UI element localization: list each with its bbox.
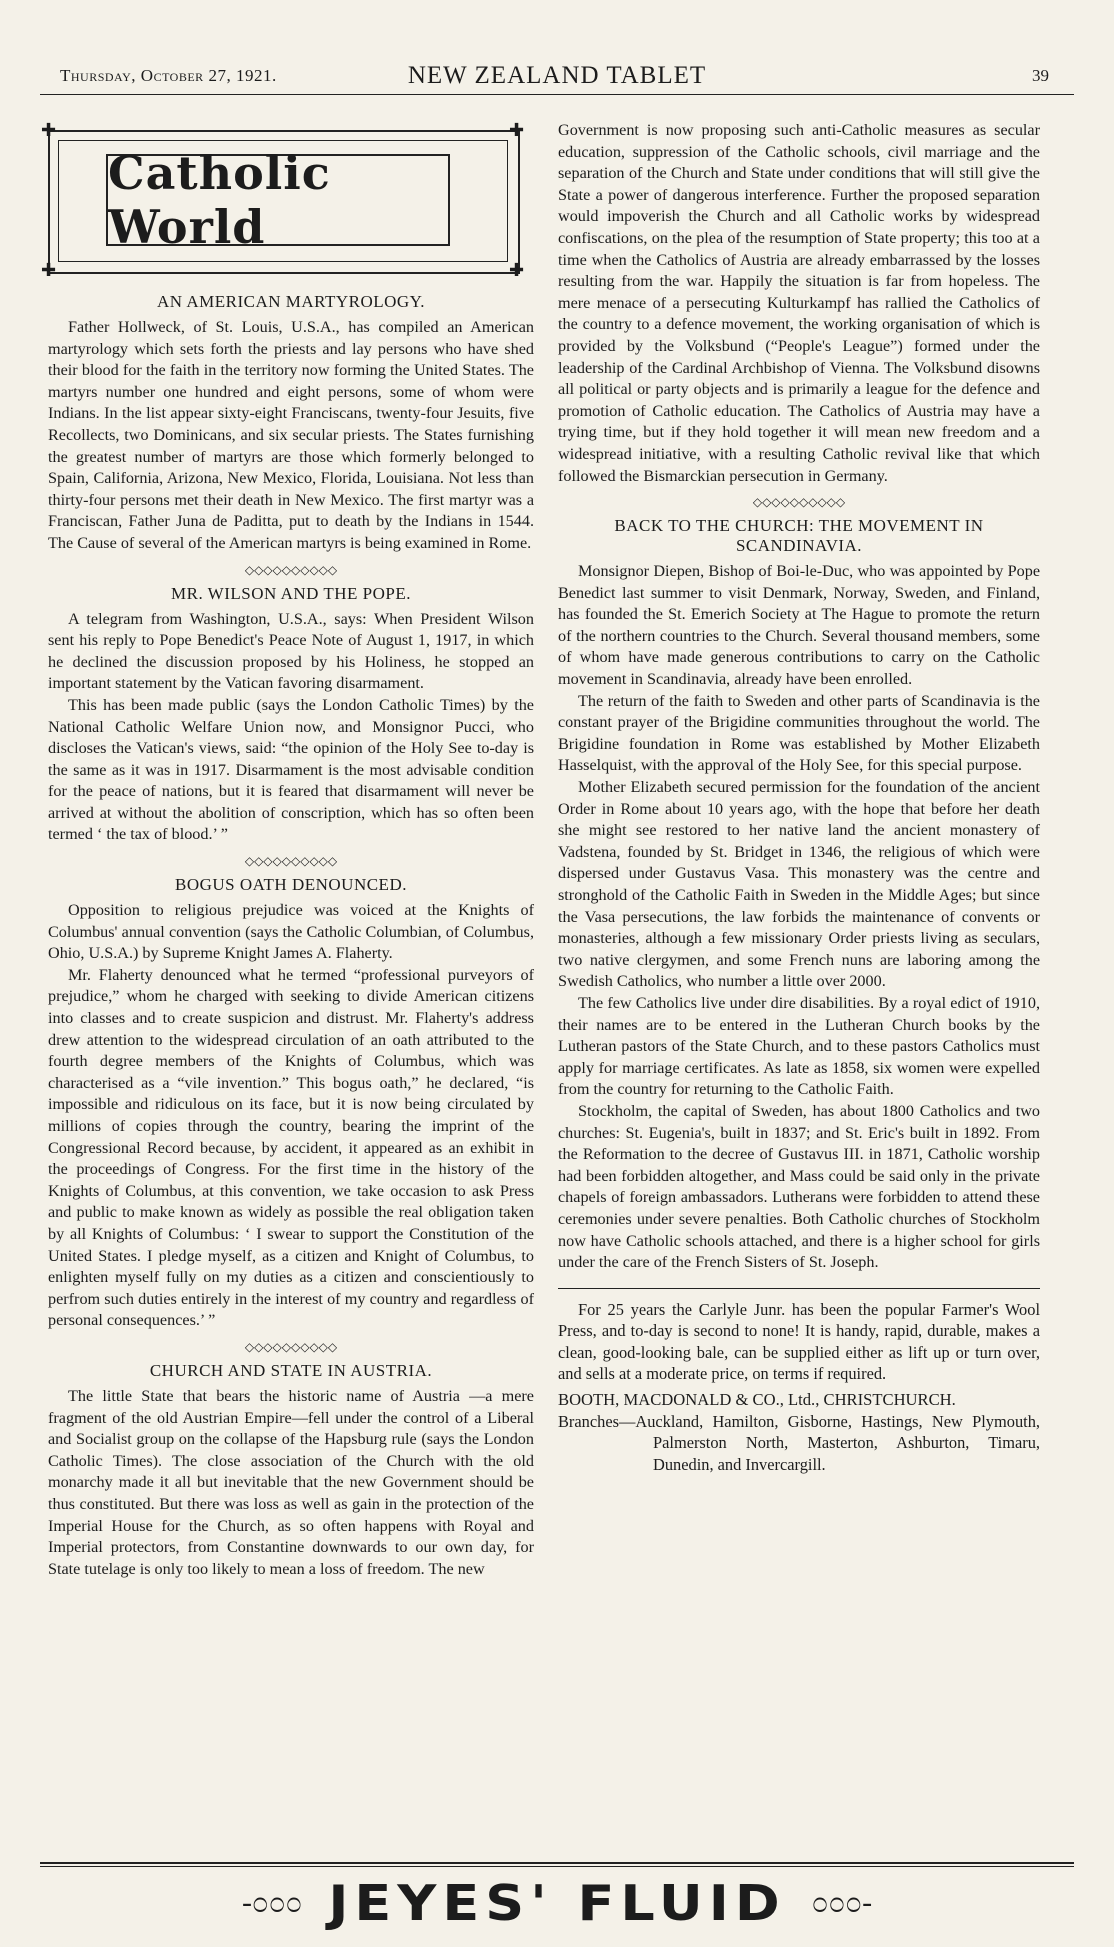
corner-cross-icon: ✚ <box>509 120 525 140</box>
article-heading: BACK TO THE CHURCH: THE MOVEMENT IN SCANDINAVIA. <box>614 516 984 556</box>
article-paragraph: Opposition to religious prejudice was voiced at the Knights of Columbus' annual convention (says the Catholic Columbian, of Columbus, Ohio, U.S.A.) by Supreme Knight James A. Flaherty. <box>48 901 534 963</box>
article-paragraph: Monsignor Diepen, Bishop of Boi-le-Duc, who was appointed by Pope Benedict last summer to visit Denmark, Norway, Sweden, and Finland, has founded the St. Emerich Society at The Hague to promote the return of the northern countries to the Church. Several thousand members, some of whom have made generous contributions to carry on the Catholic movement in Scandinavia, already have been enrolled. <box>558 562 1040 689</box>
banner-title-box <box>106 146 450 254</box>
article-paragraph: The return of the faith to Sweden and other parts of Scandinavia is the constant prayer of the Brigidine communities throughout the world. The Brigidine foundation in Rome was established by Mother Elizabeth Hasselquist, with the approval of the Holy See, for this special purpose. <box>558 691 1040 775</box>
masthead <box>40 62 1074 88</box>
corner-cross-icon: ✚ <box>41 120 57 140</box>
ad-branches: Branches—Auckland, Hamilton, Gisborne, Hastings, New Plymouth, Palmerston North, Masterton, Ashburton, Timaru, Dunedin, and Invercargill. <box>558 1411 1040 1474</box>
divider-ornament: ◇◇◇◇◇◇◇◇◇◇ <box>244 854 338 869</box>
issue-date: Thursday, October 27, 1921. <box>60 66 277 85</box>
article-paragraph: Father Hollweck, of St. Louis, U.S.A., has compiled an American martyrology which sets forth the priests and lay persons who have shed their blood for the faith in the territory now forming the United States. The martyrs number one hundred and eight persons, some of whom were Indians. In the list appear sixty-eight Franciscans, twenty-four Jesuits, five Recollects, two Dominicans, and six secular priests. The States furnishing the greatest number of martyrs are those which formerly belonged to Spain, California, Arizona, New Mexico, Florida, Louisiana. Not less than thirty-four persons met their death in New Mexico. The first martyr was a Franciscan, Father Juna de Paditta, put to death by the Indians in 1544. The Cause of several of the American martyrs is being examined in Rome. <box>48 318 534 552</box>
page-number: 39 <box>1032 66 1049 85</box>
corner-cross-icon: ✚ <box>509 260 525 280</box>
footer-rule <box>40 1862 1074 1864</box>
divider-ornament: ◇◇◇◇◇◇◇◇◇◇ <box>244 1339 338 1354</box>
article-paragraph: Mr. Flaherty denounced what he termed “professional purveyors of prejudice,” whom he charged with seeking to divide American citizens into classes and to create suspicion and distrust. Mr. Flaherty's address drew attention to the widespread circulation of an oath attributed to the fourth degree members of the Knights of Columbus, which was characterised as a “vile invention.” This bogus oath,” he declared, “is impossible and ridiculous on its face, but it is now being circulated by millions of copies through the country, bearing the imprint of the Congressional Record because, by accident, it appeared as an exhibit in the proceedings of Congress. For the first time in the history of the Knights of Columbus, at this convention, we take occasion to ask Press and public to make known as widely as possible the real obligation taken by all Knights of Columbus: ‘ I swear to support the Constitution of the United States. I pledge myself, as a citizen and Knight of Columbus, to enlighten myself fully on my duties as a citizen and conscientiously to perfrom such duties entirely in the interest of my country and regardless of personal consequences.’ ” <box>48 965 534 1330</box>
article-paragraph: A telegram from Washington, U.S.A., says: When President Wilson sent his reply to Pope Benedict's Peace Note of August 1, 1917, in which he declined the discussion proposed by his Holiness, he stopped an important statement by the Vatican favoring disarmament. <box>48 609 534 693</box>
article-heading: AN AMERICAN MARTYROLOGY. <box>156 292 426 311</box>
article-paragraph: Mother Elizabeth secured permission for the foundation of the ancient Order in Rome about 10 years ago, with the hope that before her death she might see restored to her native land the ancient monastery of Vadstena, founded by St. Bridget in 1346, the religious of which were dispersed under Gustavus Vasa. This monastery was the centre and stronghold of the Catholic Faith in Sweden in the Middle Ages; but since the Vasa persecutions, the law forbids the maintenance of convents or monasteries, although a few missionary Order priests living as seculars, two native clergymen, and some French nuns are laboring among the Swedish Catholics, who number a little over 2000. <box>558 778 1040 991</box>
article-paragraph: Stockholm, the capital of Sweden, has about 1800 Catholics and two churches: St. Eugenia's, built in 1837; and St. Eric's built in 1892. From the Reformation to the decree of Gustavus III. in 1871, Catholic worship had been forbidden altogether, and Mass could be said only in the private chapels of foreign ambassadors. Lutherans were forbidden to attend these ceremonies under severe penalties. Both Catholic churches of Stockholm now have Catholic schools attached, and there is a higher school for girls under the care of the French Sisters of St. Joseph. <box>558 1101 1040 1272</box>
article-paragraph: The few Catholics live under dire disabilities. By a royal edict of 1910, their names are to be entered in the Lutheran Church books by the Lutheran pastors of the State Church, and to these pastors Catholics must apply for marriage certificates. As late as 1858, six women were expelled from the country for returning to the Catholic Faith. <box>558 993 1040 1099</box>
section-title: Catholic World <box>108 146 331 254</box>
article-paragraph: This has been made public (says the London Catholic Times) by the National Catholic Welfare Union now, and Monsignor Pucci, who discloses the Vatican's views, said: “the opinion of the Holy See to-day is the same as it was in 1917. Disarmament is the most advisable condition for the peace of nations, but it is feared that disarmament will never be arrived at without the abolition of conscription, which has so often been termed ‘ the tax of blood.’ ” <box>48 695 534 844</box>
right-column <box>558 120 1040 1475</box>
masthead-rule <box>40 94 1074 95</box>
section-banner <box>41 120 534 280</box>
wool-press-advertisement <box>558 1288 1040 1476</box>
ad-body: For 25 years the Carlyle Junr. has been the popular Farmer's Wool Press, and to-day is second to none! It is handy, rapid, durable, makes a clean, good-looking bale, can be supplied either as lift up or turn over, and sells at a moderate price, on terms if required. <box>558 1299 1040 1384</box>
article-heading: MR. WILSON AND THE POPE. <box>171 583 411 603</box>
footer-advertisement <box>40 1872 1074 1934</box>
article-paragraph: The little State that bears the historic name of Austria —a mere fragment of the old Austrian Empire—fell under the control of a Liberal and Socialist group on the collapse of the Hapsburg rule (says the London Catholic Times). The close association of the Church with the old monarchy made it all but inevitable that the new Government should be thus constituted. But there was loss as well as gain in the protection of the Imperial House for the Church, as so often happens with Royal and Imperial protectors, from Constantine downwards to our own day, for State tutelage is only too likely to mean a loss of freedom. The new <box>48 1386 534 1578</box>
footer-rule <box>40 1866 1074 1867</box>
ad-firm: BOOTH, MACDONALD & CO., Ltd., CHRISTCHURCH. <box>558 1390 956 1410</box>
corner-cross-icon: ✚ <box>41 260 57 280</box>
left-column <box>41 120 534 1580</box>
divider-ornament: ◇◇◇◇◇◇◇◇◇◇ <box>752 495 846 510</box>
article-continuation: Government is now proposing such anti-Catholic measures as secular education, suppression of the Catholic schools, civil marriage and the separation of the Church and State under conditions that will still give the State a power of dangerous interference. Further the proposed separation would impoverish the Church and all Catholic works by widespread confiscations, on the plea of the resumption of State property; this too at a time when the Catholics of Austria are already embarrassed by the losses resulting from the war. Happily the situation is far from hopeless. The mere menace of a persecuting Kulturkampf has rallied the Catholics of the country to a defence movement, the working organisation of which is provided by the Volksbund (“People's League”) formed under the leadership of the Cardinal Archbishop of Vienna. The Volksbund disowns all political or party objects and is primarily a league for the defence and promotion of Catholic education. The Catholics of Austria may have a trying time, but if they hold together it will mean new freedom and a widespread initiative, with a resulting Catholic revival like that which followed the Bismarckian persecution in Germany. <box>558 121 1040 485</box>
divider-ornament: ◇◇◇◇◇◇◇◇◇◇ <box>244 562 338 577</box>
article-heading: CHURCH AND STATE IN AUSTRIA. <box>149 1360 433 1380</box>
flourish-left-icon: -೦೦೦ <box>241 1886 303 1919</box>
footer-ad-title: JEYES' FLUID <box>328 1874 786 1932</box>
article-heading: BOGUS OATH DENOUNCED. <box>175 875 407 895</box>
newspaper-title: NEW ZEALAND TABLET <box>407 62 707 89</box>
flourish-right-icon: ೦೦೦- <box>811 1886 873 1919</box>
